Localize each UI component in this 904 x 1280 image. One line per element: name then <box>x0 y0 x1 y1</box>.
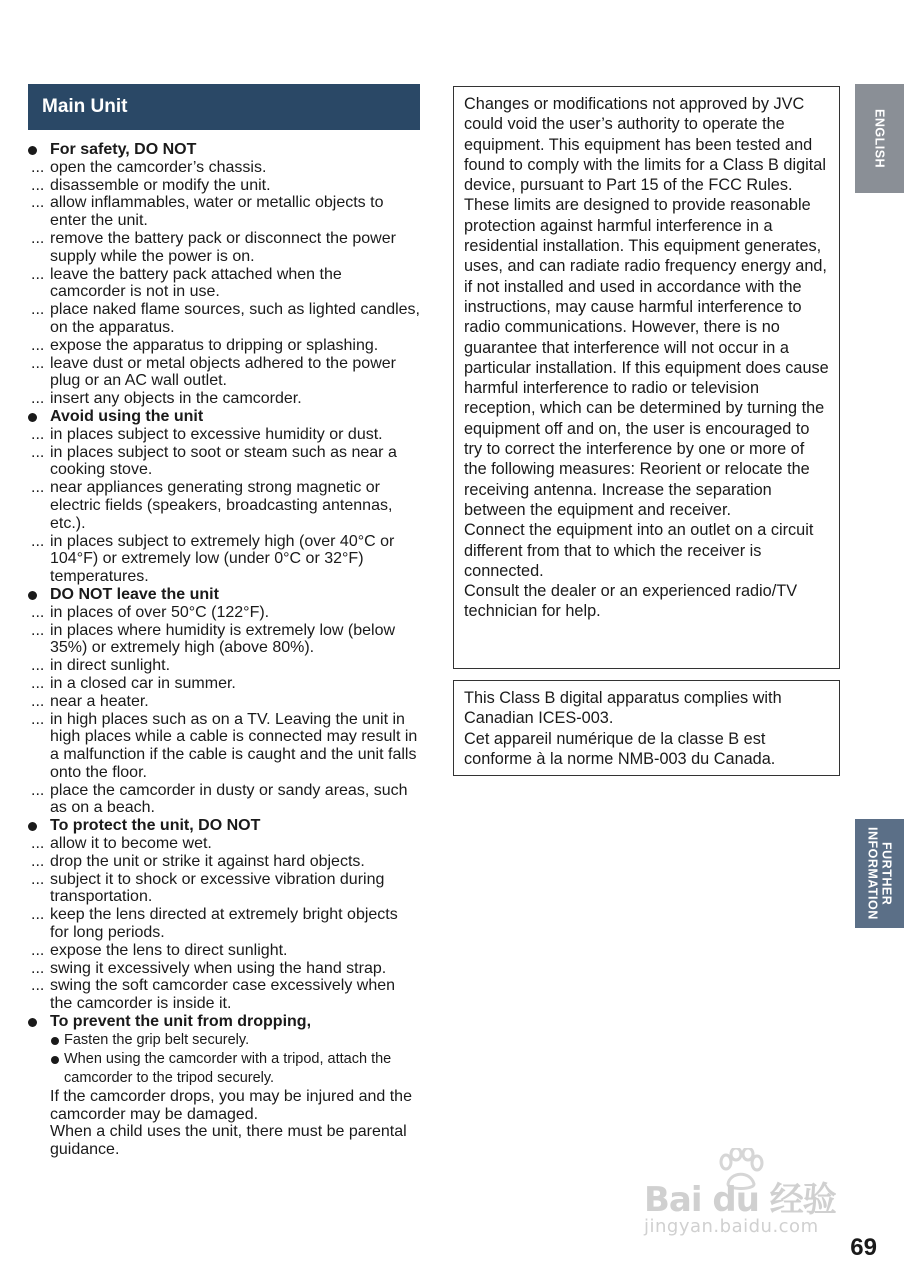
sub-list-item: Fasten the grip belt securely. <box>28 1031 420 1050</box>
list-item: ... drop the unit or strike it against hard objects. <box>28 853 420 871</box>
section-tab-label: FURTHER INFORMATION <box>865 827 894 920</box>
watermark-logo: Bai du 经验 <box>644 1180 836 1220</box>
group-title: Avoid using the unit <box>28 408 420 426</box>
list-item: ... subject it to shock or excessive vibration during transportation. <box>28 871 420 907</box>
page-number: 69 <box>850 1234 877 1261</box>
group-title: To prevent the unit from dropping, <box>28 1013 420 1031</box>
fcc-notice-box <box>453 86 840 669</box>
list-item: ... near appliances generating strong magnetic or electric fields (speakers, broadcasting antennas, etc.). <box>28 479 420 532</box>
list-item: ... keep the lens directed at extremely bright objects for long periods. <box>28 906 420 942</box>
section-tab-further-information[interactable] <box>855 819 904 928</box>
precautions-list <box>28 141 420 1159</box>
list-item: ... in places subject to soot or steam such as near a cooking stove. <box>28 444 420 480</box>
list-item: ... in a closed car in summer. <box>28 675 420 693</box>
list-item: ... leave the battery pack attached when the camcorder is not in use. <box>28 266 420 302</box>
paragraph: When a child uses the unit, there must be parental guidance. <box>50 1123 407 1159</box>
list-item: ... allow inflammables, water or metallic objects to enter the unit. <box>28 194 420 230</box>
canada-paragraph: This Class B digital apparatus complies with Canadian ICES-003. <box>464 689 782 728</box>
list-item: ... disassemble or modify the unit. <box>28 177 420 195</box>
main-unit-section <box>28 84 420 1159</box>
sub-list-item: When using the camcorder with a tripod, attach the camcorder to the tripod securely. <box>28 1050 420 1088</box>
group-title: DO NOT leave the unit <box>28 586 420 604</box>
list-item: ... leave dust or metal objects adhered to the power plug or an AC wall outlet. <box>28 355 420 391</box>
list-item: ... near a heater. <box>28 693 420 711</box>
language-tab-english[interactable] <box>855 84 904 193</box>
group-title: To protect the unit, DO NOT <box>28 817 420 835</box>
fcc-paragraph: Changes or modifications not approved by JVC could void the user’s authority to operate the equipment. This equipment has been tested and found to comply with the limits for a Class B digital device, pursuant to Part 15 of the FCC Rules. These limits are designed to provide reasonable protection against harmful interference in a residential installation. This equipment generates, uses, and can radiate radio frequency energy and, if not installed and used in accordance with the instructions, may cause harmful interference to radio communications. However, there is no guarantee that interference will not occur in a particular installation. If this equipment does cause harmful interference to radio or television reception, which can be determined by turning the equipment off and on, the user is encouraged to try to correct the interference by one or more of the following measures: Reorient or relocate the receiving antenna. Increase the separation between the equipment and receiver. <box>464 95 829 519</box>
list-item: ... swing the soft camcorder case excessively when the camcorder is inside it. <box>28 977 420 1013</box>
list-item: ... remove the battery pack or disconnect the power supply while the power is on. <box>28 230 420 266</box>
watermark-url: jingyan.baidu.com <box>644 1216 819 1237</box>
group-title: For safety, DO NOT <box>28 141 420 159</box>
list-item: ... insert any objects in the camcorder. <box>28 390 420 408</box>
list-item: ... in places subject to extremely high (over 40°C or 104°F) or extremely low (under 0°C or 32°F) temperatures. <box>28 533 420 586</box>
list-item: ... in places subject to excessive humidity or dust. <box>28 426 420 444</box>
canada-notice-box <box>453 680 840 776</box>
list-item: ... swing it excessively when using the hand strap. <box>28 960 420 978</box>
list-item: ... place the camcorder in dusty or sandy areas, such as on a beach. <box>28 782 420 818</box>
section-header: Main Unit <box>28 84 420 130</box>
list-item: ... in high places such as on a TV. Leaving the unit in high places while a cable is connected may result in a malfunction if the cable is caught and the unit falls onto the floor. <box>28 711 420 782</box>
list-item: ... place naked flame sources, such as lighted candles, on the apparatus. <box>28 301 420 337</box>
canada-paragraph: Cet appareil numérique de la classe B est conforme à la norme NMB-003 du Canada. <box>464 729 776 768</box>
list-item: ... in places where humidity is extremely low (below 35%) or extremely high (above 80%). <box>28 622 420 658</box>
fcc-paragraph: Connect the equipment into an outlet on a circuit different from that to which the receiver is connected. <box>464 521 814 580</box>
list-item: ... expose the lens to direct sunlight. <box>28 942 420 960</box>
baidu-watermark <box>644 1148 854 1244</box>
list-item: ... open the camcorder’s chassis. <box>28 159 420 177</box>
paragraph: If the camcorder drops, you may be injured and the camcorder may be damaged. <box>50 1087 412 1123</box>
language-tab-label: ENGLISH <box>872 108 887 169</box>
list-item: ... in places of over 50°C (122°F). <box>28 604 420 622</box>
fcc-paragraph: Consult the dealer or an experienced radio/TV technician for help. <box>464 582 798 621</box>
list-item: ... expose the apparatus to dripping or splashing. <box>28 337 420 355</box>
list-item: ... in direct sunlight. <box>28 657 420 675</box>
list-item: ... allow it to become wet. <box>28 835 420 853</box>
